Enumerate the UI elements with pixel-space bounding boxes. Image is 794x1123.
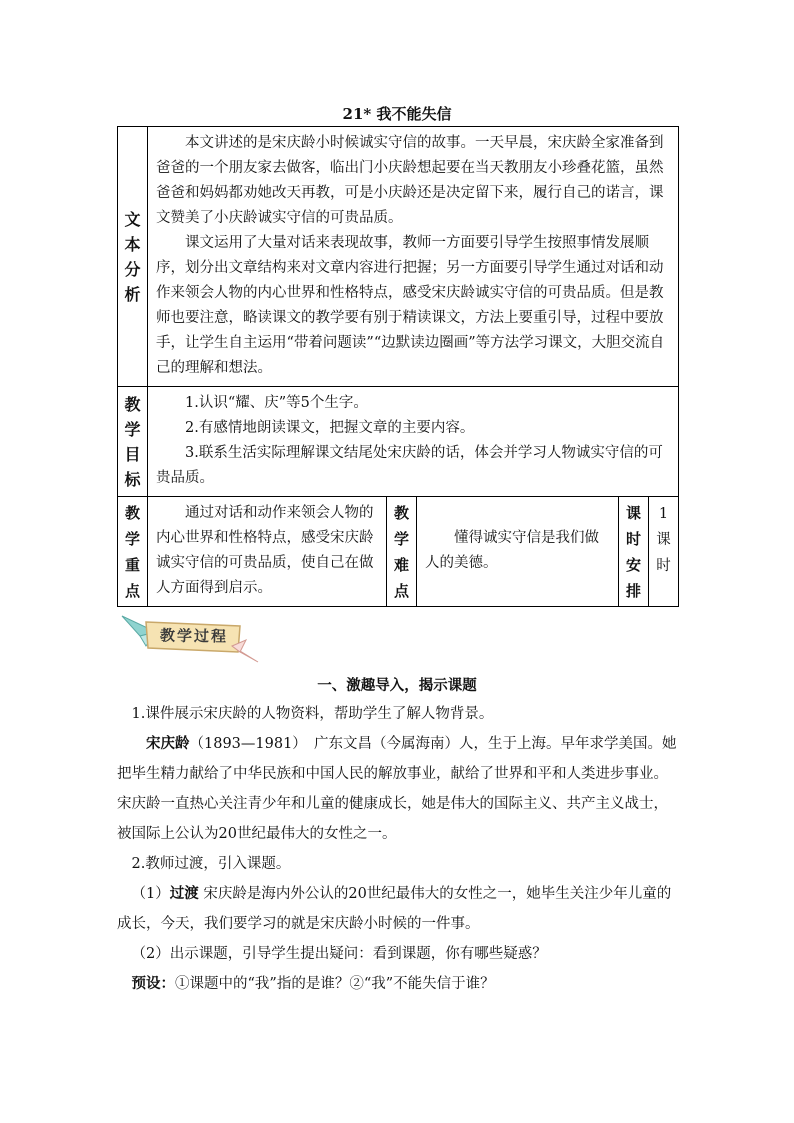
sub-item-1: （1）过渡 宋庆龄是海内外公认的20世纪最伟大的女性之一，她毕生关注少年儿童的成长，今天，我们要学习的就是宋庆龄小时候的一件事。: [117, 885, 672, 932]
bio-paragraph: [117, 729, 678, 849]
difficulties-content: 懂得诚实守信是我们做人的美德。: [417, 497, 619, 607]
sub-item-2: （2）出示课题，引导学生提出疑问：看到课题，你有哪些疑惑？: [131, 946, 547, 962]
bio-text: （1893—1981） 广东文昌（今属海南）人，生于上海。早年求学美国。她把毕生精力献给了中华民族和中国人民的解放事业，献给了世界和平和人类进步事业。宋庆龄一直热心关注青少年和儿童的健康成长，她是伟大的国际主义、共产主义战士，被国际上公认为20世纪最伟大的女性之一。: [117, 736, 677, 842]
goal-item: 2.有感情地朗读课文，把握文章的主要内容。: [185, 420, 475, 436]
label-difficulties: 教 学 难 点: [387, 497, 417, 607]
item-1: 1.课件展示宋庆龄的人物资料，帮助学生了解人物背景。: [131, 706, 494, 722]
label-teaching-goals: 教 学 目 标: [118, 387, 148, 497]
teaching-goals-content: [148, 387, 679, 497]
goal-item: 3.联系生活实际理解课文结尾处宋庆龄的话，体会并学习人物诚实守信的可贵品质。: [156, 445, 663, 486]
text-analysis-content: [148, 127, 679, 387]
section-title: 一、激趣导入，揭示课题: [317, 677, 477, 694]
item-2: 2.教师过渡，引入课题。: [131, 856, 291, 872]
section-body: [117, 699, 678, 999]
key-points-content: 通过对话和动作来领会人物的内心世界和性格特点，感受宋庆龄诚实守信的可贵品质，使自己在做人方面得到启示。: [148, 497, 387, 607]
preset-line: 预设：①课题中的“我”指的是谁？②“我”不能失信于谁？: [131, 975, 495, 992]
teaching-process-banner: [120, 612, 260, 664]
lesson-plan-table: [117, 126, 679, 607]
label-text-analysis: 文 本 分 析: [118, 127, 148, 387]
bio-name: 宋庆龄: [146, 735, 190, 752]
banner-label: 教学过程: [159, 626, 229, 646]
analysis-paragraph: 课文运用了大量对话来表现故事，教师一方面要引导学生按照事情发展顺序，划分出文章结构来对文章内容进行把握；另一方面要引导学生通过对话和动作来领会人物的内心世界和性格特点，感受宋庆龄诚实守信的可贵品质。但是教师也要注意，略读课文的教学要有别于精读课文，方法上要重引导，过程中要放手，让学生自主运用“带着问题读”“边默读边圈画”等方法学习课文，大胆交流自己的理解和想法。: [156, 235, 665, 376]
row-teaching-goals: [118, 387, 679, 497]
row-key-points: [118, 497, 679, 607]
schedule-value: 1 课 时: [649, 497, 679, 607]
label-key-points: 教 学 重 点: [118, 497, 148, 607]
row-text-analysis: [118, 127, 679, 387]
label-schedule: 课 时 安 排: [619, 497, 649, 607]
page-title: 21* 我不能失信: [342, 105, 452, 123]
goal-item: 1.认识“耀、庆”等5个生字。: [185, 395, 368, 411]
analysis-paragraph: 本文讲述的是宋庆龄小时候诚实守信的故事。一天早晨，宋庆龄全家准备到爸爸的一个朋友家去做客，临出门小庆龄想起要在当天教朋友小珍叠花篮，虽然爸爸和妈妈都劝她改天再教，可是小庆龄还是决定留下来，履行自己的诺言，课文赞美了小庆龄诚实守信的可贵品质。: [156, 135, 664, 226]
